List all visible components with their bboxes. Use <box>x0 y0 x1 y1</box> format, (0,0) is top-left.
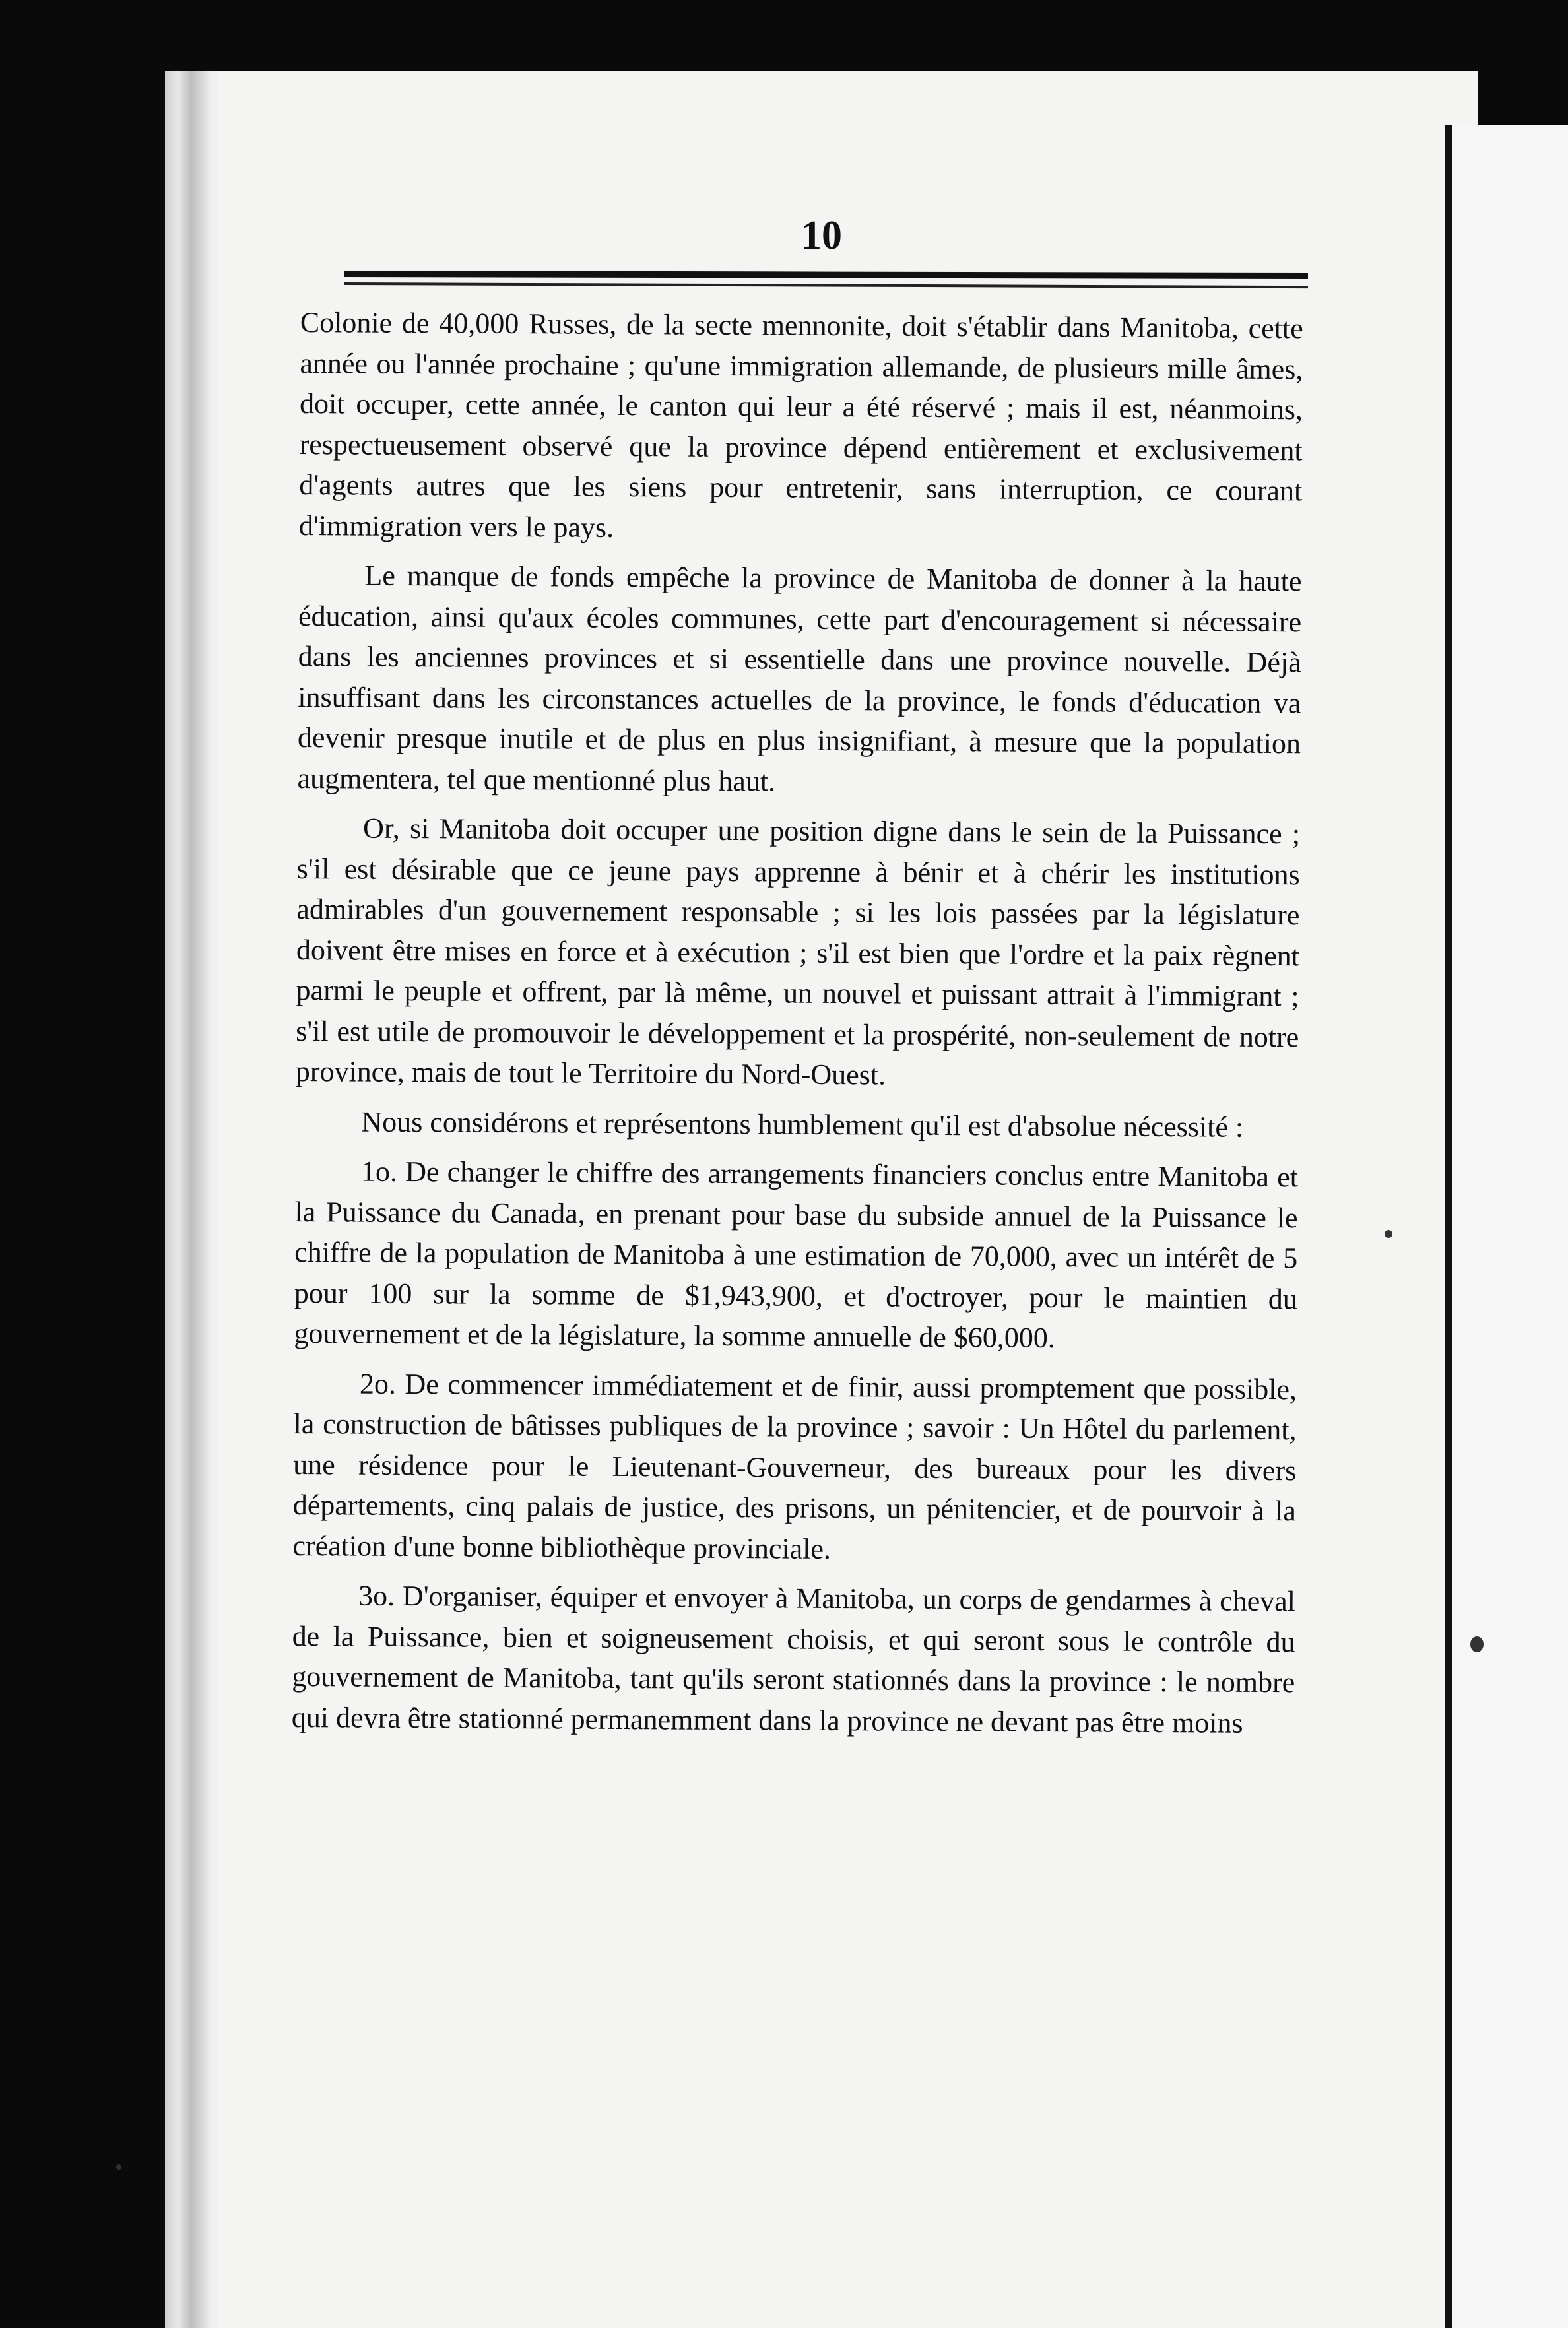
paragraph-3: Or, si Manitoba doit occuper une position digne dans le sein de la Puissance ; s'il est désirable que ce jeune pays apprenne à bénir et à chérir les institutions admirables d'un gouvernement responsable ; si les lois passées par la législature doivent être mises en force et à exécution ; s'il est bien que l'ordre et la paix règnent parmi le peuple et offrent, par là même, un nouvel et puissant attrait à l'immigrant ; s'il est utile de promouvoir le développement et la prospérité, non-seulement de notre province, mais de tout le Territoire du Nord-Ouest. <box>295 812 1301 1091</box>
body-text <box>289 302 1303 2116</box>
paragraph-1: Colonie de 40,000 Russes, de la secte mennonite, doit s'établir dans Manitoba, cette année ou l'année prochaine ; qu'une immigration allemande, de plusieurs mille âmes, doit occuper, cette année, le canton qui leur a été réservé ; mais il est, néanmoins, respectueusement observé que la province dépend entièrement et exclusivement d'agents autres que les siens pour entretenir, sans interruption, ce courant d'immigration vers le pays. <box>298 306 1303 544</box>
scan-speck <box>1470 1636 1484 1652</box>
facing-page-edge <box>1445 125 1568 2328</box>
scan-speck <box>1385 1230 1392 1238</box>
paragraph-7: 3o. D'organiser, équiper et envoyer à Manitoba, un corps de gendarmes à cheval de la Puissance, bien et soigneusement choisis, et qui seront sous le contrôle du gouvernement de Manitoba, tant qu'ils seront stationnés dans la province : le nombre qui devra être stationné permanemment dans la province ne devant pas être moins <box>291 1579 1296 1739</box>
paragraph-4: Nous considérons et représentons humblement qu'il est d'absolue nécessité : <box>361 1105 1244 1144</box>
paragraph-5: 1o. De changer le chiffre des arrangements financiers conclus entre Manitoba et la Puissance du Canada, en prenant pour base du subside annuel de la Puissance le chiffre de la population de Manitoba à une estimation de 70,000, avec un intérêt de 5 pour 100 sur la somme de $1,943,900, et d'octroyer, pour le maintien du gouvernement et de la législature, la somme annuelle de $60,000. <box>294 1155 1299 1355</box>
paragraph-6: 2o. De commencer immédiatement et de finir, aussi promptement que possible, la construction de bâtisses publiques de la province ; savoir : Un Hôtel du parlement, une résidence pour le Lieutenant-Gouverneur, des bureaux pour les divers départements, cinq palais de justice, des prisons, un pénitencier, et de pourvoir à la création d'une bonne bibliothèque provinciale. <box>292 1367 1297 1565</box>
page-number: 10 <box>801 213 842 258</box>
paragraph-2: Le manque de fonds empêche la province de Manitoba de donner à la haute éducation, ainsi qu'aux écoles communes, cette part d'encouragement si nécessaire dans les anciennes provinces et si essentielle dans une province nouvelle. Déjà insuffisant dans les circonstances actuelles de la province, le fonds d'éducation va devenir presque inutile et de plus en plus insignifiant, à mesure que la population augmentera, tel que mentionné plus haut. <box>297 559 1302 797</box>
scan-speck <box>116 2164 121 2170</box>
